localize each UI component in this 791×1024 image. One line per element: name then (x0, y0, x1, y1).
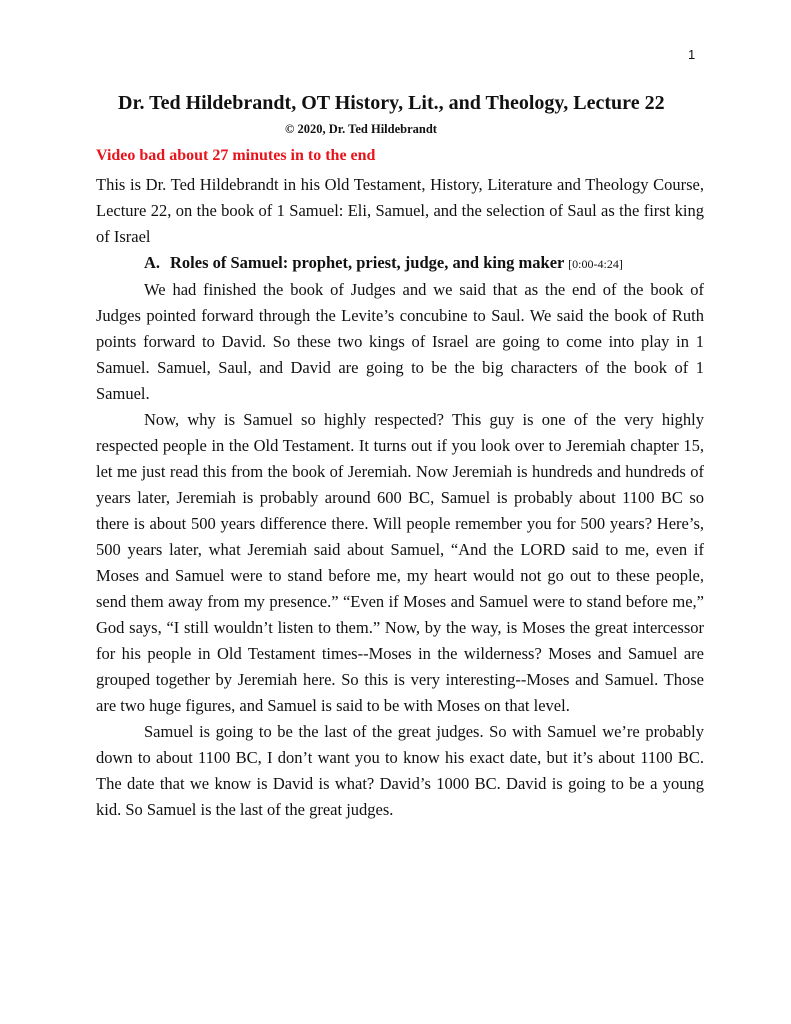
section-title: Roles of Samuel: prophet, priest, judge, and king maker (170, 253, 565, 272)
lecture-body (96, 172, 704, 823)
document-title: Dr. Ted Hildebrandt, OT History, Lit., and Theology, Lecture 22 (118, 92, 665, 114)
section-heading (96, 250, 704, 277)
page-number: 1 (688, 47, 696, 62)
section-timestamp: [0:00-4:24] (568, 257, 623, 271)
copyright-notice: © 2020, Dr. Ted Hildebrandt (285, 122, 437, 136)
body-paragraph: We had finished the book of Judges and we said that as the end of the book of Judges pointed forward through the Levite’s concubine to Saul. We said the book of Ruth points forward to David. So these two kings of Israel are going to come into play in 1 Samuel. Samuel, Saul, and David are going to be the big characters of the book of 1 Samuel. (96, 280, 704, 403)
intro-paragraph: This is Dr. Ted Hildebrandt in his Old Testament, History, Literature and Theology Course, Lecture 22, on the book of 1 Samuel: Eli, Samuel, and the selection of Saul as the first king of Israel (96, 175, 704, 246)
section-label: A. (144, 253, 161, 272)
body-paragraph: Now, why is Samuel so highly respected? This guy is one of the very highly respected people in the Old Testament. It turns out if you look over to Jeremiah chapter 15, let me just read this from the book of Jeremiah. Now Jeremiah is hundreds and hundreds of years later, Jeremiah is probably around 600 BC, Samuel is probably about 1100 BC so there is about 500 years difference there. Will people remember you for 500 years? Here’s, 500 years later, what Jeremiah said about Samuel, “And the LORD said to me, even if Moses and Samuel were to stand before me, my heart would not go out to these people, send them away from my presence.” “Even if Moses and Samuel were to stand before me,” God says, “I still wouldn’t listen to them.” Now, by the way, is Moses the great intercessor for his people in Old Testament times--Moses in the wilderness? Moses and Samuel are grouped together by Jeremiah here. So this is very interesting--Moses and Samuel. Those are two huge figures, and Samuel is said to be with Moses on that level. (96, 410, 704, 715)
body-paragraph: Samuel is going to be the last of the great judges. So with Samuel we’re probably down to about 1100 BC, I don’t want you to know his exact date, but it’s about 1100 BC. The date that we know is David is what? David’s 1000 BC. David is going to be a young kid. So Samuel is the last of the great judges. (96, 722, 704, 819)
video-warning-note: Video bad about 27 minutes in to the end (96, 147, 376, 164)
